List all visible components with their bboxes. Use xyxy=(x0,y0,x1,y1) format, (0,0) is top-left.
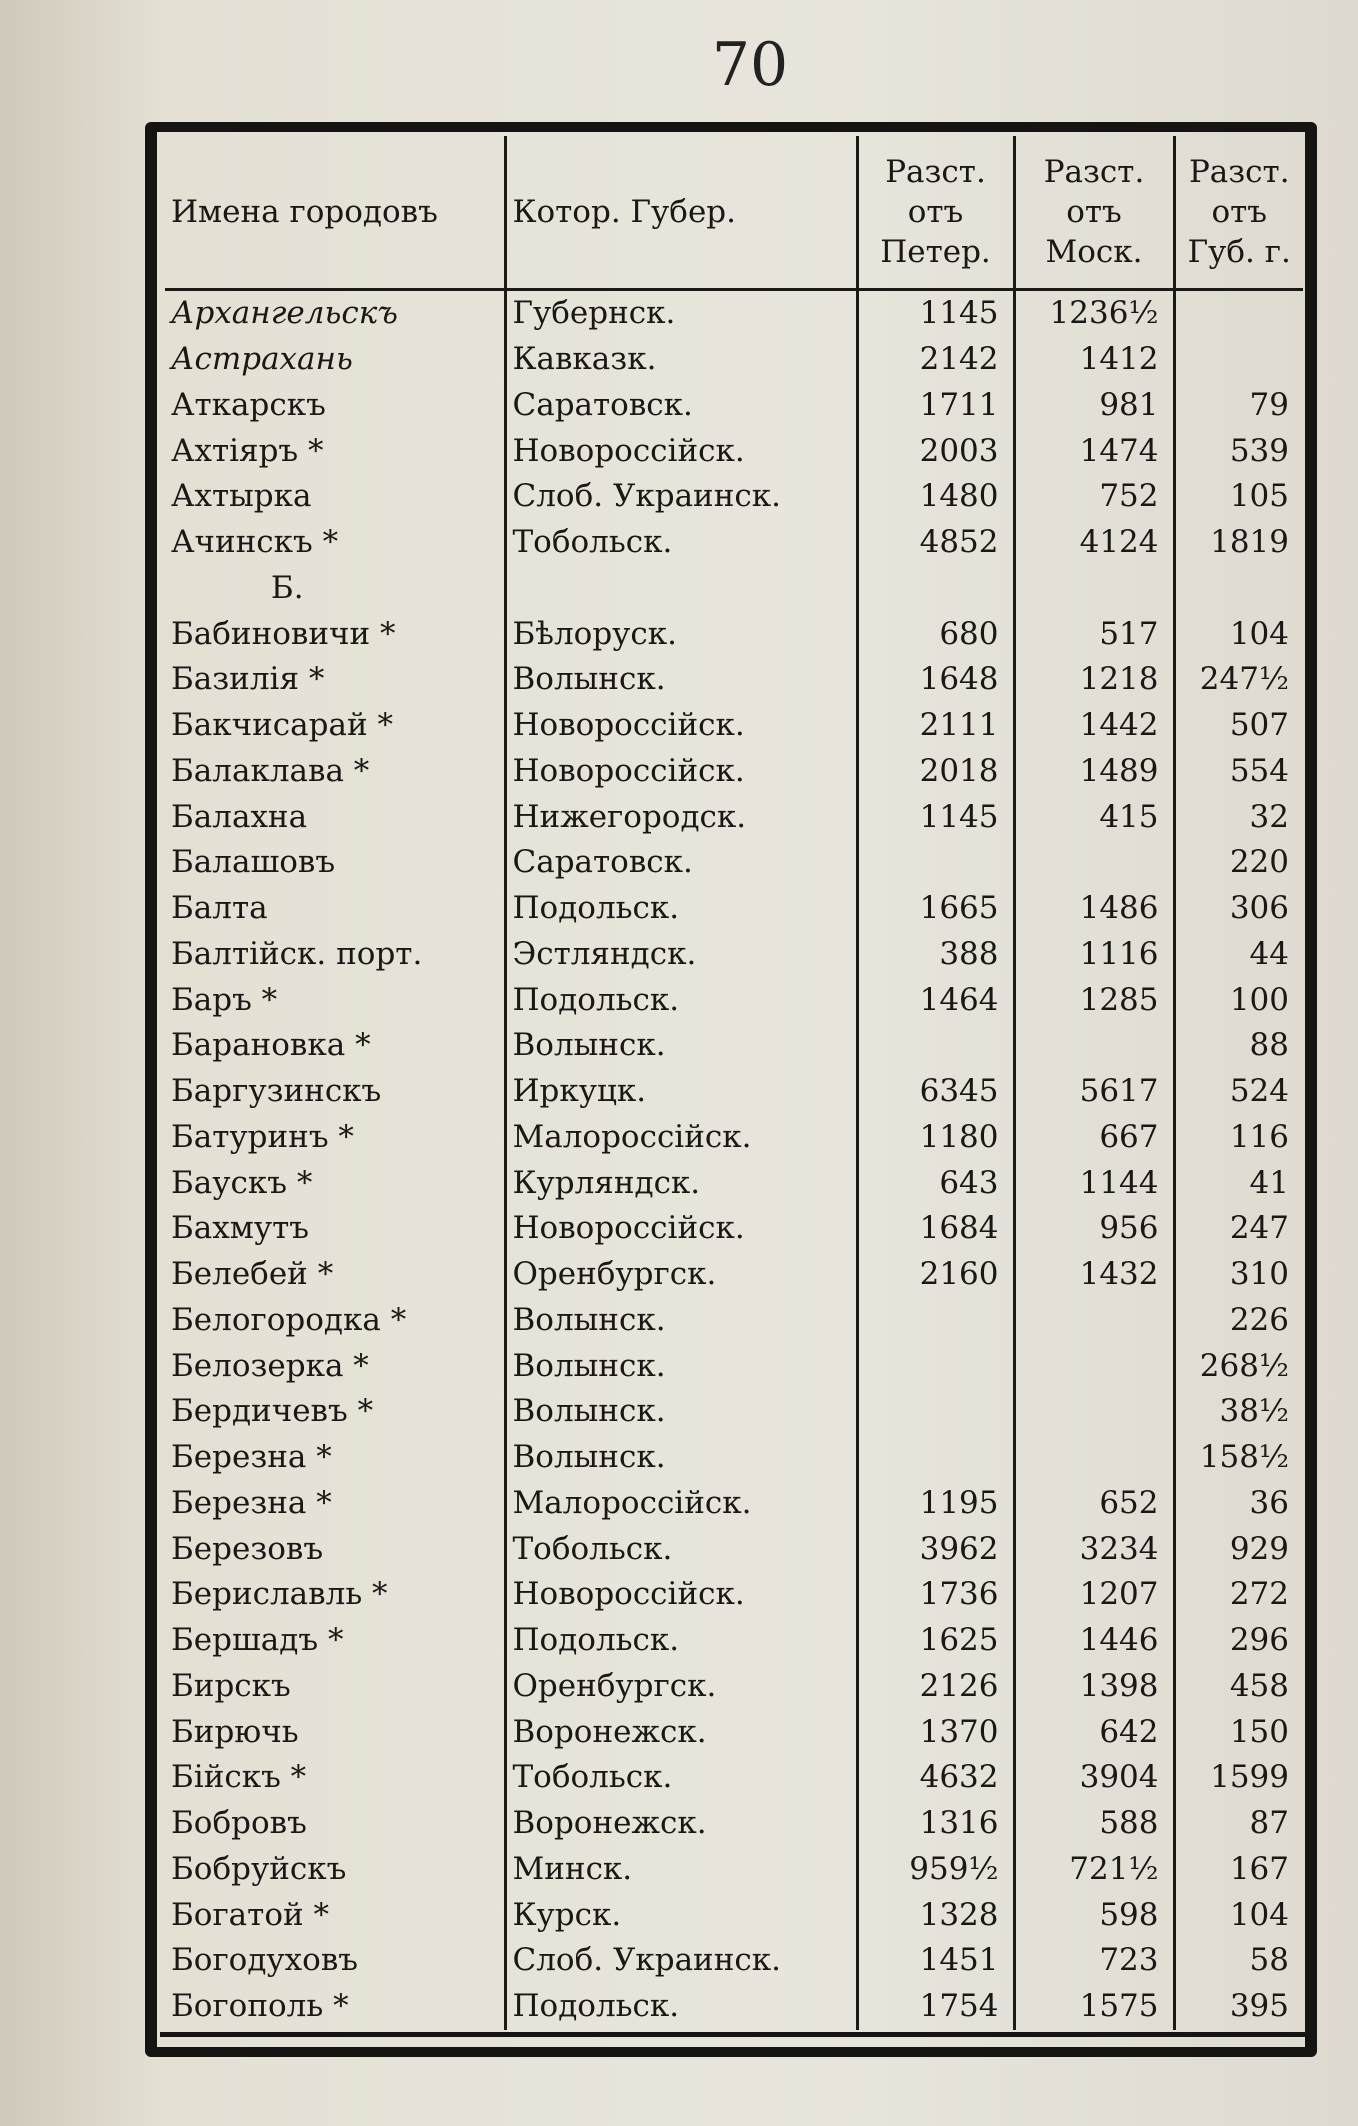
table-row xyxy=(165,290,1303,337)
distance-governorate-cell: 116 xyxy=(1174,1115,1303,1161)
distance-governorate-cell: 1599 xyxy=(1174,1755,1303,1801)
governorate-cell: Иркуцк. xyxy=(505,1069,857,1115)
city-name-cell: Бирскъ xyxy=(171,1667,291,1704)
table-row xyxy=(165,1435,1303,1481)
table-row xyxy=(165,1298,1303,1344)
table-row xyxy=(165,1206,1303,1252)
distance-governorate-cell: 58 xyxy=(1174,1938,1303,1984)
city-name-cell: Аткарскъ xyxy=(171,386,326,423)
distance-petersburg-cell: 1711 xyxy=(857,383,1014,429)
distance-governorate-cell: 272 xyxy=(1174,1572,1303,1618)
distance-governorate-cell: 38½ xyxy=(1174,1389,1303,1435)
city-name-cell: Березовъ xyxy=(171,1530,324,1567)
distance-moscow-cell: 667 xyxy=(1014,1115,1174,1161)
table-row xyxy=(165,1343,1303,1389)
city-name-cell: Батуринъ * xyxy=(171,1118,354,1155)
table-row xyxy=(165,703,1303,749)
governorate-cell: Подольск. xyxy=(505,1618,857,1664)
city-name-cell: Бiйскъ * xyxy=(171,1759,307,1796)
table-row xyxy=(165,1938,1303,1984)
distance-governorate-cell: 167 xyxy=(1174,1847,1303,1893)
distance-moscow-cell: 1575 xyxy=(1014,1984,1174,2030)
distance-governorate-cell: 247½ xyxy=(1174,657,1303,703)
distance-moscow-cell: 1412 xyxy=(1014,337,1174,383)
city-name-cell: Березна * xyxy=(171,1439,332,1476)
distance-moscow-cell xyxy=(1014,1435,1174,1481)
governorate-cell: Волынск. xyxy=(505,1023,857,1069)
header-city-names: Имена городовъ xyxy=(165,136,505,290)
city-name-cell: Баръ * xyxy=(171,981,278,1018)
distance-moscow-cell: 1285 xyxy=(1014,977,1174,1023)
city-name-cell: Бобруйскъ xyxy=(171,1850,347,1887)
city-name-cell: Бабиновичи * xyxy=(171,615,396,652)
table-row xyxy=(165,1526,1303,1572)
city-name-cell: Белебей * xyxy=(171,1256,334,1293)
distance-petersburg-cell xyxy=(857,1343,1014,1389)
governorate-cell: Бѣлоруск. xyxy=(505,611,857,657)
distance-petersburg-cell xyxy=(857,1023,1014,1069)
distance-governorate-cell xyxy=(1174,566,1303,612)
distance-petersburg-cell: 4632 xyxy=(857,1755,1014,1801)
distance-petersburg-cell xyxy=(857,840,1014,886)
page-number: 70 xyxy=(711,30,789,100)
city-name-cell: Барановка * xyxy=(171,1027,371,1064)
distance-governorate-cell: 247 xyxy=(1174,1206,1303,1252)
distance-governorate-cell: 100 xyxy=(1174,977,1303,1023)
distance-moscow-cell: 3904 xyxy=(1014,1755,1174,1801)
city-name-cell: Бердичевъ * xyxy=(171,1393,374,1430)
governorate-cell: Губернск. xyxy=(505,290,857,337)
table-row xyxy=(165,1252,1303,1298)
distance-moscow-cell: 5617 xyxy=(1014,1069,1174,1115)
distance-petersburg-cell: 6345 xyxy=(857,1069,1014,1115)
distance-petersburg-cell: 1316 xyxy=(857,1801,1014,1847)
table-row xyxy=(165,886,1303,932)
table-row xyxy=(165,1069,1303,1115)
table-row xyxy=(165,1847,1303,1893)
distance-governorate-cell: 268½ xyxy=(1174,1343,1303,1389)
distance-moscow-cell: 517 xyxy=(1014,611,1174,657)
distance-moscow-cell: 1236½ xyxy=(1014,290,1174,337)
distance-governorate-cell: 306 xyxy=(1174,886,1303,932)
table-row xyxy=(165,977,1303,1023)
distance-petersburg-cell: 643 xyxy=(857,1160,1014,1206)
governorate-cell: Волынск. xyxy=(505,1389,857,1435)
table-row xyxy=(165,1984,1303,2030)
distance-governorate-cell: 41 xyxy=(1174,1160,1303,1206)
distance-moscow-cell: 1116 xyxy=(1014,932,1174,978)
distance-governorate-cell: 539 xyxy=(1174,428,1303,474)
distance-petersburg-cell: 1684 xyxy=(857,1206,1014,1252)
distance-petersburg-cell: 1754 xyxy=(857,1984,1014,2030)
table-row xyxy=(165,520,1303,566)
governorate-cell: Волынск. xyxy=(505,1343,857,1389)
table-row xyxy=(165,1160,1303,1206)
header-distance-governorate-town: Разст. отъ Губ. г. xyxy=(1174,136,1303,290)
distance-moscow-cell: 1207 xyxy=(1014,1572,1174,1618)
distance-moscow-cell xyxy=(1014,1343,1174,1389)
distance-petersburg-cell: 2126 xyxy=(857,1664,1014,1710)
city-name-cell: Астрахань xyxy=(171,341,353,378)
distance-moscow-cell: 1432 xyxy=(1014,1252,1174,1298)
distance-petersburg-cell: 388 xyxy=(857,932,1014,978)
city-name-cell: Бериславль * xyxy=(171,1576,388,1613)
governorate-cell: Малороссiйск. xyxy=(505,1481,857,1527)
city-name-cell: Богополь * xyxy=(171,1988,349,2025)
distance-moscow-cell: 956 xyxy=(1014,1206,1174,1252)
distance-moscow-cell: 752 xyxy=(1014,474,1174,520)
city-name-cell: Б. xyxy=(270,569,304,606)
distance-governorate-cell: 79 xyxy=(1174,383,1303,429)
governorate-cell: Тобольск. xyxy=(505,1755,857,1801)
city-name-cell: Балашовъ xyxy=(171,844,336,881)
distance-governorate-cell xyxy=(1174,337,1303,383)
city-name-cell: Богодуховъ xyxy=(171,1942,358,1979)
city-name-cell: Бобровъ xyxy=(171,1805,307,1842)
city-distance-table xyxy=(165,136,1303,2030)
distance-governorate-cell: 524 xyxy=(1174,1069,1303,1115)
distance-moscow-cell: 588 xyxy=(1014,1801,1174,1847)
governorate-cell: Воронежск. xyxy=(505,1801,857,1847)
distance-petersburg-cell: 1145 xyxy=(857,290,1014,337)
table-row xyxy=(165,657,1303,703)
distance-petersburg-cell xyxy=(857,566,1014,612)
table-row xyxy=(165,566,1303,612)
table-row xyxy=(165,1755,1303,1801)
city-name-cell: Балаклава * xyxy=(171,752,370,789)
city-name-cell: Ачинскъ * xyxy=(171,524,339,561)
city-name-cell: Березна * xyxy=(171,1484,332,1521)
distance-governorate-cell: 36 xyxy=(1174,1481,1303,1527)
distance-governorate-cell: 105 xyxy=(1174,474,1303,520)
distance-governorate-cell: 310 xyxy=(1174,1252,1303,1298)
distance-petersburg-cell: 680 xyxy=(857,611,1014,657)
distance-petersburg-cell: 1370 xyxy=(857,1709,1014,1755)
header-distance-petersburg: Разст. отъ Петер. xyxy=(857,136,1014,290)
governorate-cell: Нижегородск. xyxy=(505,794,857,840)
governorate-cell: Подольск. xyxy=(505,977,857,1023)
distance-petersburg-cell xyxy=(857,1389,1014,1435)
distance-moscow-cell: 1144 xyxy=(1014,1160,1174,1206)
distance-moscow-cell: 4124 xyxy=(1014,520,1174,566)
distance-governorate-cell: 87 xyxy=(1174,1801,1303,1847)
governorate-cell: Тобольск. xyxy=(505,1526,857,1572)
city-name-cell: Балтiйск. порт. xyxy=(171,935,423,972)
distance-petersburg-cell: 1145 xyxy=(857,794,1014,840)
table-row xyxy=(165,1664,1303,1710)
distance-governorate-cell: 220 xyxy=(1174,840,1303,886)
distance-petersburg-cell: 1195 xyxy=(857,1481,1014,1527)
governorate-cell: Волынск. xyxy=(505,657,857,703)
distance-governorate-cell: 395 xyxy=(1174,1984,1303,2030)
distance-governorate-cell xyxy=(1174,290,1303,337)
distance-governorate-cell: 150 xyxy=(1174,1709,1303,1755)
governorate-cell: Минск. xyxy=(505,1847,857,1893)
city-name-cell: Архангельскъ xyxy=(171,295,398,332)
city-name-cell: Баускъ * xyxy=(171,1164,313,1201)
distance-moscow-cell: 598 xyxy=(1014,1892,1174,1938)
distance-petersburg-cell: 3962 xyxy=(857,1526,1014,1572)
distance-moscow-cell: 642 xyxy=(1014,1709,1174,1755)
table-row xyxy=(165,337,1303,383)
distance-governorate-cell: 44 xyxy=(1174,932,1303,978)
distance-moscow-cell: 1474 xyxy=(1014,428,1174,474)
governorate-cell: Курляндск. xyxy=(505,1160,857,1206)
table-row xyxy=(165,1481,1303,1527)
governorate-cell: Новороссiйск. xyxy=(505,703,857,749)
distance-moscow-cell: 415 xyxy=(1014,794,1174,840)
distance-moscow-cell: 723 xyxy=(1014,1938,1174,1984)
governorate-cell: Слоб. Украинск. xyxy=(505,474,857,520)
distance-petersburg-cell: 2003 xyxy=(857,428,1014,474)
governorate-cell: Волынск. xyxy=(505,1435,857,1481)
governorate-cell: Новороссiйск. xyxy=(505,428,857,474)
distance-moscow-cell: 1489 xyxy=(1014,749,1174,795)
distance-moscow-cell: 981 xyxy=(1014,383,1174,429)
distance-moscow-cell: 1446 xyxy=(1014,1618,1174,1664)
table-row xyxy=(165,932,1303,978)
city-name-cell: Бакчисарай * xyxy=(171,707,393,744)
header-row xyxy=(165,136,1303,290)
governorate-cell: Эстляндск. xyxy=(505,932,857,978)
distance-governorate-cell: 1819 xyxy=(1174,520,1303,566)
table-row xyxy=(165,1709,1303,1755)
bottom-rule xyxy=(160,2032,1310,2037)
distance-moscow-cell: 1218 xyxy=(1014,657,1174,703)
distance-petersburg-cell: 2111 xyxy=(857,703,1014,749)
governorate-cell: Саратовск. xyxy=(505,383,857,429)
distance-moscow-cell: 1442 xyxy=(1014,703,1174,749)
distance-governorate-cell: 929 xyxy=(1174,1526,1303,1572)
governorate-cell: Курск. xyxy=(505,1892,857,1938)
distance-moscow-cell: 721½ xyxy=(1014,1847,1174,1893)
distance-governorate-cell: 104 xyxy=(1174,1892,1303,1938)
table-row xyxy=(165,428,1303,474)
table-row xyxy=(165,611,1303,657)
distance-moscow-cell xyxy=(1014,1298,1174,1344)
distance-moscow-cell xyxy=(1014,1389,1174,1435)
distance-petersburg-cell: 1665 xyxy=(857,886,1014,932)
distance-petersburg-cell: 959½ xyxy=(857,1847,1014,1893)
table-row xyxy=(165,1115,1303,1161)
city-name-cell: Балахна xyxy=(171,798,308,835)
governorate-cell: Малороссiйск. xyxy=(505,1115,857,1161)
distance-petersburg-cell: 2142 xyxy=(857,337,1014,383)
distance-governorate-cell: 507 xyxy=(1174,703,1303,749)
governorate-cell: Воронежск. xyxy=(505,1709,857,1755)
distance-petersburg-cell xyxy=(857,1435,1014,1481)
governorate-cell: Тобольск. xyxy=(505,520,857,566)
governorate-cell xyxy=(505,566,857,612)
distance-moscow-cell: 1398 xyxy=(1014,1664,1174,1710)
distance-governorate-cell: 296 xyxy=(1174,1618,1303,1664)
city-name-cell: Ахтырка xyxy=(171,478,312,515)
distance-governorate-cell: 458 xyxy=(1174,1664,1303,1710)
city-name-cell: Белозерка * xyxy=(171,1347,369,1384)
table-row xyxy=(165,840,1303,886)
governorate-cell: Саратовск. xyxy=(505,840,857,886)
table-row xyxy=(165,1801,1303,1847)
distance-petersburg-cell: 2160 xyxy=(857,1252,1014,1298)
city-name-cell: Бирючь xyxy=(171,1713,299,1750)
distance-moscow-cell xyxy=(1014,840,1174,886)
distance-petersburg-cell: 1480 xyxy=(857,474,1014,520)
header-governorate: Котор. Губер. xyxy=(505,136,857,290)
distance-petersburg-cell: 1736 xyxy=(857,1572,1014,1618)
table-row xyxy=(165,1572,1303,1618)
table-row xyxy=(165,474,1303,520)
table-row xyxy=(165,1892,1303,1938)
city-name-cell: Бахмутъ xyxy=(171,1210,309,1247)
distance-petersburg-cell: 1328 xyxy=(857,1892,1014,1938)
city-name-cell: Базилiя * xyxy=(171,661,325,698)
city-name-cell: Богатой * xyxy=(171,1896,329,1933)
distance-petersburg-cell: 1464 xyxy=(857,977,1014,1023)
city-name-cell: Балта xyxy=(171,890,268,927)
table-row xyxy=(165,1023,1303,1069)
distance-moscow-cell xyxy=(1014,1023,1174,1069)
distance-governorate-cell: 554 xyxy=(1174,749,1303,795)
distance-petersburg-cell: 4852 xyxy=(857,520,1014,566)
distance-petersburg-cell xyxy=(857,1298,1014,1344)
governorate-cell: Подольск. xyxy=(505,886,857,932)
governorate-cell: Слоб. Украинск. xyxy=(505,1938,857,1984)
table-row xyxy=(165,1389,1303,1435)
governorate-cell: Новороссiйск. xyxy=(505,1206,857,1252)
governorate-cell: Оренбургск. xyxy=(505,1252,857,1298)
city-name-cell: Ахтiяръ * xyxy=(171,432,324,469)
distance-governorate-cell: 104 xyxy=(1174,611,1303,657)
distance-moscow-cell: 652 xyxy=(1014,1481,1174,1527)
distance-governorate-cell: 226 xyxy=(1174,1298,1303,1344)
governorate-cell: Подольск. xyxy=(505,1984,857,2030)
distance-moscow-cell: 1486 xyxy=(1014,886,1174,932)
city-name-cell: Белогородка * xyxy=(171,1301,407,1338)
table-row xyxy=(165,794,1303,840)
governorate-cell: Новороссiйск. xyxy=(505,1572,857,1618)
distance-petersburg-cell: 2018 xyxy=(857,749,1014,795)
table-row xyxy=(165,1618,1303,1664)
distance-petersburg-cell: 1180 xyxy=(857,1115,1014,1161)
distance-petersburg-cell: 1451 xyxy=(857,1938,1014,1984)
table-row xyxy=(165,749,1303,795)
governorate-cell: Новороссiйск. xyxy=(505,749,857,795)
distance-moscow-cell: 3234 xyxy=(1014,1526,1174,1572)
governorate-cell: Волынск. xyxy=(505,1298,857,1344)
city-name-cell: Бершадъ * xyxy=(171,1622,344,1659)
city-name-cell: Баргузинскъ xyxy=(171,1073,382,1110)
table-row xyxy=(165,383,1303,429)
distance-moscow-cell xyxy=(1014,566,1174,612)
distance-governorate-cell: 158½ xyxy=(1174,1435,1303,1481)
distance-petersburg-cell: 1648 xyxy=(857,657,1014,703)
governorate-cell: Кавказк. xyxy=(505,337,857,383)
distance-petersburg-cell: 1625 xyxy=(857,1618,1014,1664)
table-body xyxy=(165,290,1303,2030)
distance-governorate-cell: 88 xyxy=(1174,1023,1303,1069)
header-distance-moscow: Разст. отъ Моск. xyxy=(1014,136,1174,290)
governorate-cell: Оренбургск. xyxy=(505,1664,857,1710)
distance-governorate-cell: 32 xyxy=(1174,794,1303,840)
